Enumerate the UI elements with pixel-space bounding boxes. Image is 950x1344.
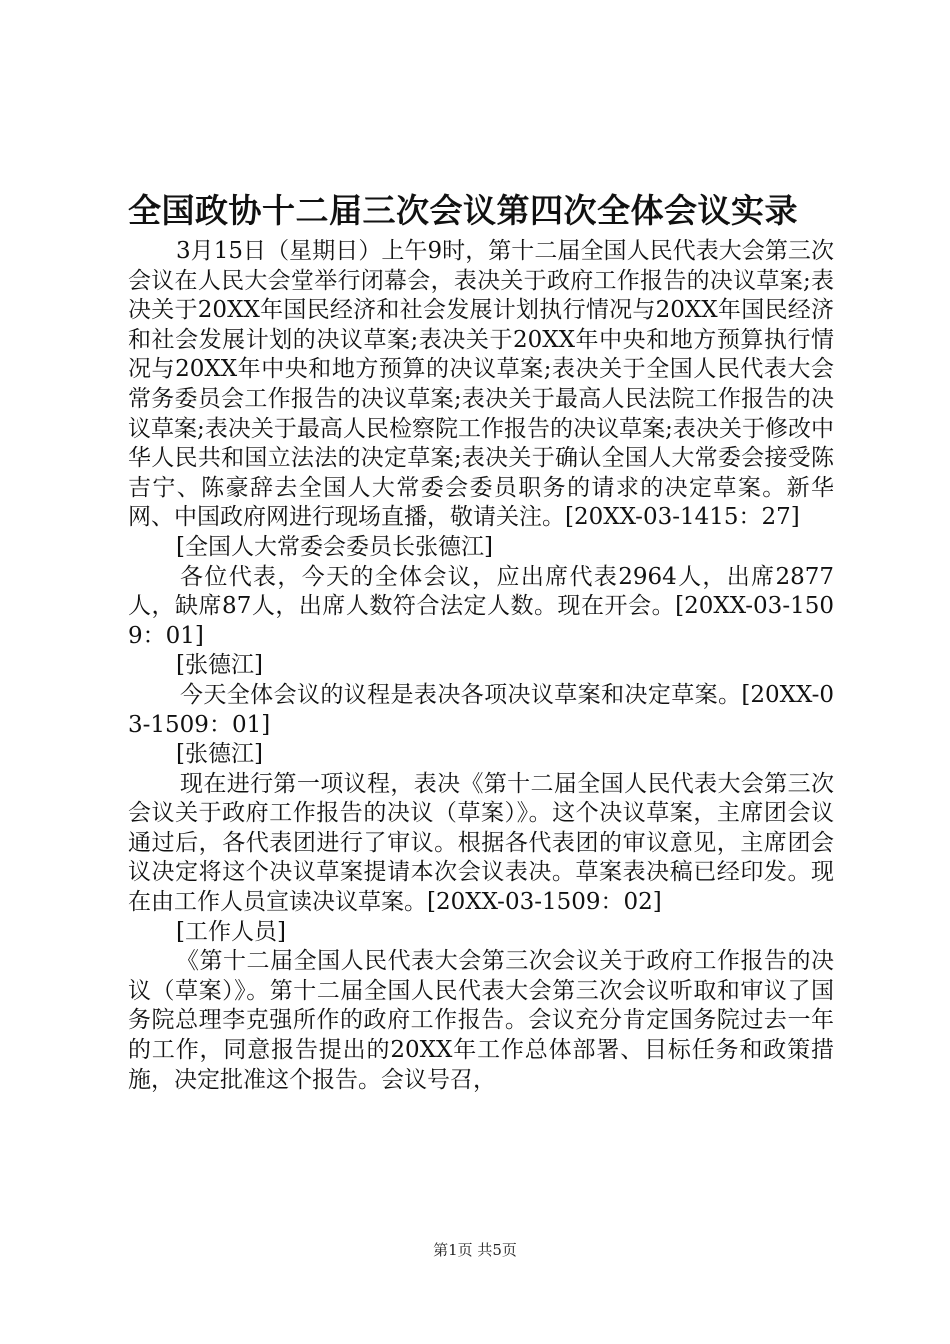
speaker-label: [全国人大常委会委员长张德江] [176, 533, 493, 560]
statement-timestamp: [20XX-03-1509：01] [128, 681, 834, 738]
transcript-entry [128, 651, 834, 740]
intro-paragraph: 3月15日（星期日）上午9时，第十二届全国人民代表大会第三次会议在人民大会堂举行闭幕会，表决关于政府工作报告的决议草案;表决关于20XX年国民经济和社会发展计划执行情况与20XX年国民经济和社会发展计划的决议草案;表决关于20XX年中央和地方预算执行情况与20XX年中央和地方预算的决议草案;表决关于全国人民代表大会常务委员会工作报告的决议草案;表决关于最高人民法院工作报告的决议草案;表决关于最高人民检察院工作报告的决议草案;表决关于修改中华人民共和国立法法的决定草案;表决关于确认全国人大常委会接受陈吉宁、陈豪辞去全国人大常委会委员职务的请求的决定草案。新华网、中国政府网进行现场直播，敬请关注。[20XX-03-1415：27] [128, 238, 834, 531]
document-title: 全国政协十二届三次会议第四次全体会议实录 [128, 191, 798, 230]
speaker-label: [工作人员] [176, 918, 286, 945]
transcript-entry [128, 918, 834, 1096]
speaker-label: [张德江] [176, 652, 263, 679]
page-number-footer: 第1页 共5页 [433, 1241, 517, 1259]
statement-timestamp: [20XX-03-1509：02] [427, 889, 662, 916]
document-body [128, 237, 834, 1095]
statement-body: 《第十二届全国人民代表大会第三次会议关于政府工作报告的决议（草案）》。第十二届全国人民代表大会第三次会议听取和审议了国务院总理李克强所作的政府工作报告。会议充分肯定国务院过去一年的工作，同意报告提出的20XX年工作总体部署、目标任务和政策措施，决定批准这个报告。会议号召， [128, 948, 834, 1093]
speaker-label: [张德江] [176, 741, 263, 768]
transcript-entry [128, 740, 834, 918]
statement-body: 各位代表，今天的全体会议，应出席代表2964人，出席2877人，缺席87人，出席人数符合法定人数。现在开会。 [128, 563, 834, 620]
statement-text [128, 681, 834, 740]
statement-body: 现在进行第一项议程，表决《第十二届全国人民代表大会第三次会议关于政府工作报告的决议（草案）》。这个决议草案，主席团会议通过后，各代表团进行了审议。根据各代表团的审议意见，主席团会议决定将这个决议草案提请本次会议表决。草案表决稿已经印发。现在由工作人员宣读决议草案。 [128, 770, 834, 916]
statement-text [128, 563, 834, 652]
transcript-entry [128, 533, 834, 651]
statement-timestamp: [20XX-03-1509：01] [128, 593, 834, 649]
statement-text [128, 947, 834, 1095]
statement-text [128, 770, 834, 918]
statement-body: 今天全体会议的议程是表决各项决议草案和决定草案。 [180, 681, 742, 708]
